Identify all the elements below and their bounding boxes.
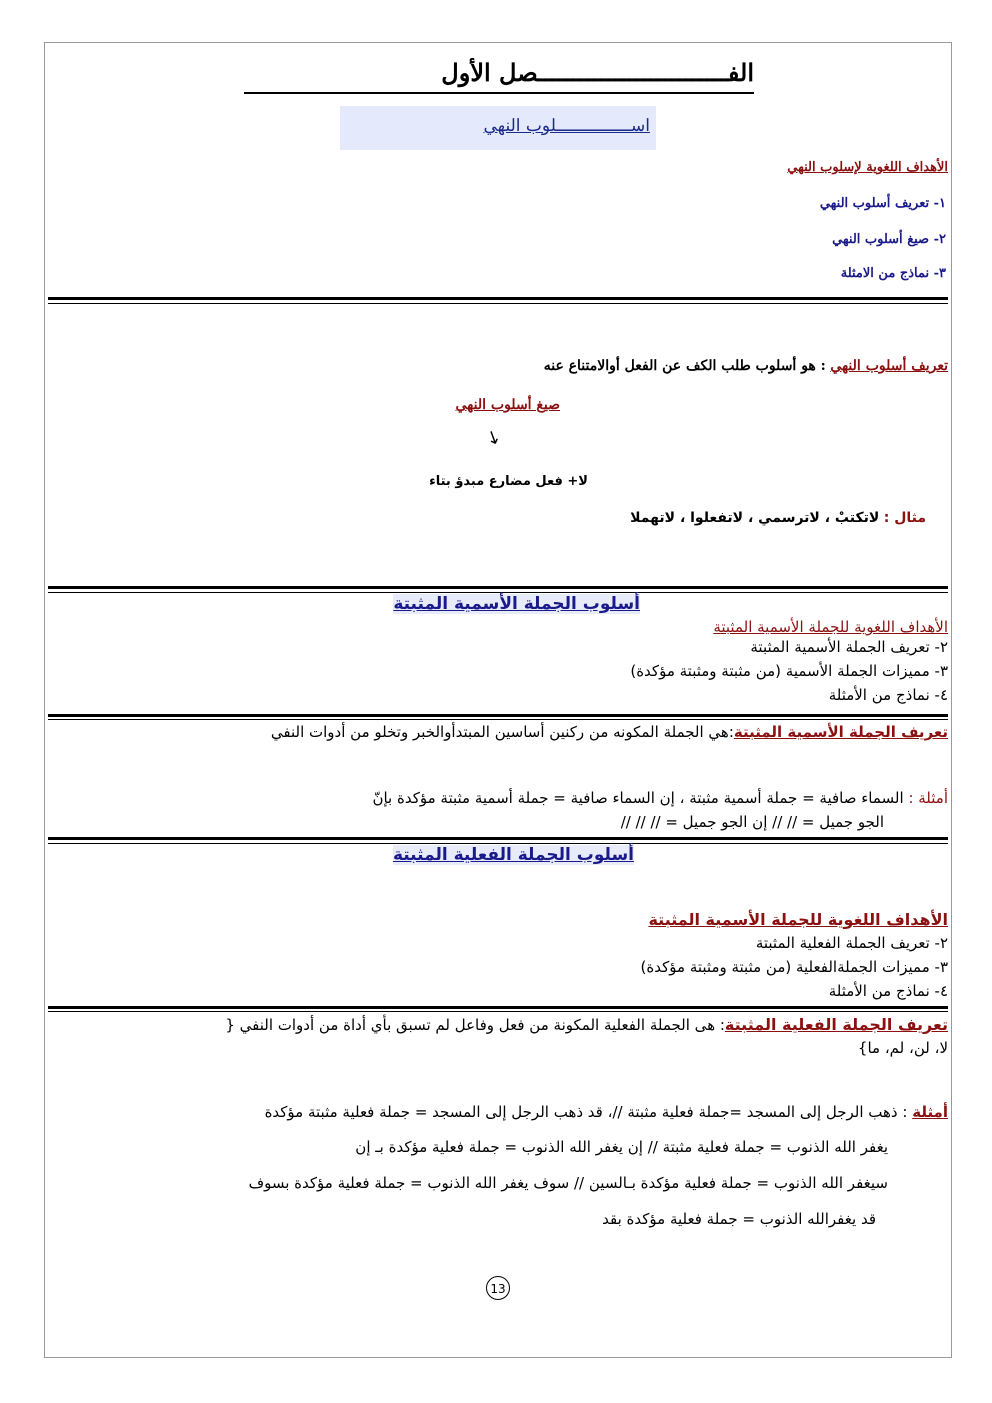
section2-example-line2: الجو جميل = // // إن الجو جميل = // // //: [620, 813, 884, 831]
section3-goal-3: ٤- نماذج من الأمثلة: [828, 982, 948, 1000]
section3-goal-1: ٢- تعريف الجملة الفعلية المثبتة: [755, 934, 948, 952]
section2-title: أسلوب الجملة الأسمية المثبتة: [393, 594, 640, 614]
section1-formula: لا+ فعل مضارع مبدؤ بتاء: [429, 474, 588, 489]
section3-definition-text2: لا، لن، لم، ما}: [857, 1039, 948, 1057]
section2-goals-title: الأهداف اللغوية للجملة الأسمية المثبتة: [713, 618, 948, 636]
divider-3a: [48, 714, 948, 717]
section2-examples-label: أمثلة :: [908, 789, 948, 807]
section1-definition-text: : هو أسلوب طلب الكف عن الفعل أوالامتناع عنه: [543, 358, 826, 374]
chapter-title: الفـــــــــــــــــــــــــــصل الأول: [441, 58, 754, 87]
section3-example-line3: سيغفر الله الذنوب = جملة فعلية مؤكدة بـالسين // سوف يغفر الله الذنوب = جملة فعلية مؤكدة بسوف: [248, 1174, 888, 1192]
divider-4a: [48, 837, 948, 840]
section1-goal-3: ٣- نماذج من الامثلة: [840, 266, 946, 281]
section3-title: أسلوب الجملة الفعلية المثبتة: [392, 845, 634, 865]
page-frame: [44, 42, 952, 1358]
section2-definition-label: تعريف الجملة الأسمية المثبتة: [733, 723, 948, 741]
section1-forms-label: صيغ أسلوب النهي: [455, 397, 560, 413]
section1-goal-2: ٢- صيغ أسلوب النهي: [832, 232, 946, 247]
divider-5a: [48, 1006, 948, 1009]
section3-example-line1: : ذهب الرجل إلى المسجد =جملة فعلية مثبتة //، قد ذهب الرجل إلى المسجد = جملة فعلية مثبتة مؤكدة: [264, 1103, 908, 1121]
section3-example-line2: يغفر الله الذنوب = جملة فعلية مثبتة // إن يغفر الله الذنوب = جملة فعلية مؤكدة بـ إن: [355, 1138, 888, 1156]
section2-goal-1: ٢- تعريف الجملة الأسمية المثبتة: [750, 638, 948, 656]
section2-goal-2: ٣- مميزات الجملة الأسمية (من مثبتة ومثبتة مؤكدة): [630, 662, 948, 680]
section3-definition-label: تعريف الجملة الفعلية المثبتة: [724, 1015, 948, 1034]
divider-1a: [48, 297, 948, 300]
divider-3b: [48, 719, 948, 720]
section1-goals-title: الأهداف اللغوية لإسلوب النهي: [787, 160, 948, 175]
prohibition-title: اســـــــــــــــلوب النهي: [483, 116, 650, 136]
chapter-title-underline: [244, 92, 754, 94]
section2-example-line1: السماء صافية = جملة أسمية مثبتة ، إن السماء صافية = جملة أسمية مثبتة مؤكدة بإنّ: [372, 789, 904, 807]
section1-goal-1: ١- تعريف أسلوب النهي: [819, 196, 946, 211]
section3-definition-text: : هى الجملة الفعلية المكونة من فعل وفاعل لم تسبق بأي أداة من أدوات النفي {: [225, 1016, 725, 1034]
down-arrow-icon: ↓: [482, 426, 505, 451]
section3-example-line4: قد يغفرالله الذنوب = جملة فعلية مؤكدة بقد: [602, 1210, 876, 1228]
section1-definition-label: تعريف أسلوب النهي: [830, 358, 948, 374]
section1-example-text: لاتكتبْ ، لاترسمي ، لاتفعلوا ، لاتهملا: [630, 510, 880, 526]
divider-2b: [48, 592, 948, 593]
section2-definition-text: :هي الجملة المكونه من ركنين أساسين المبتدأوالخبر وتخلو من أدوات النفي: [270, 723, 734, 741]
page-number: 13: [486, 1276, 510, 1300]
section3-example-1: [265, 1103, 948, 1121]
section2-example-1: [372, 789, 948, 807]
divider-1b: [48, 303, 948, 304]
section2-goal-3: ٤- نماذج من الأمثلة: [828, 686, 948, 704]
section1-example: [630, 510, 926, 526]
section3-goal-2: ٣- مميزات الجملةالفعلية (من مثبتة ومثبتة مؤكدة): [640, 958, 948, 976]
divider-4b: [48, 843, 948, 844]
section1-example-label: مثال :: [883, 510, 926, 526]
section3-definition: [225, 1015, 948, 1034]
divider-5b: [48, 1011, 948, 1012]
section3-examples-label: أمثلة: [912, 1103, 948, 1121]
section3-goals-title: الأهداف اللغوية للجملة الأسمية المثبتة: [648, 910, 948, 929]
divider-2a: [48, 586, 948, 589]
section2-definition: [271, 723, 948, 741]
section1-definition: [544, 358, 948, 374]
